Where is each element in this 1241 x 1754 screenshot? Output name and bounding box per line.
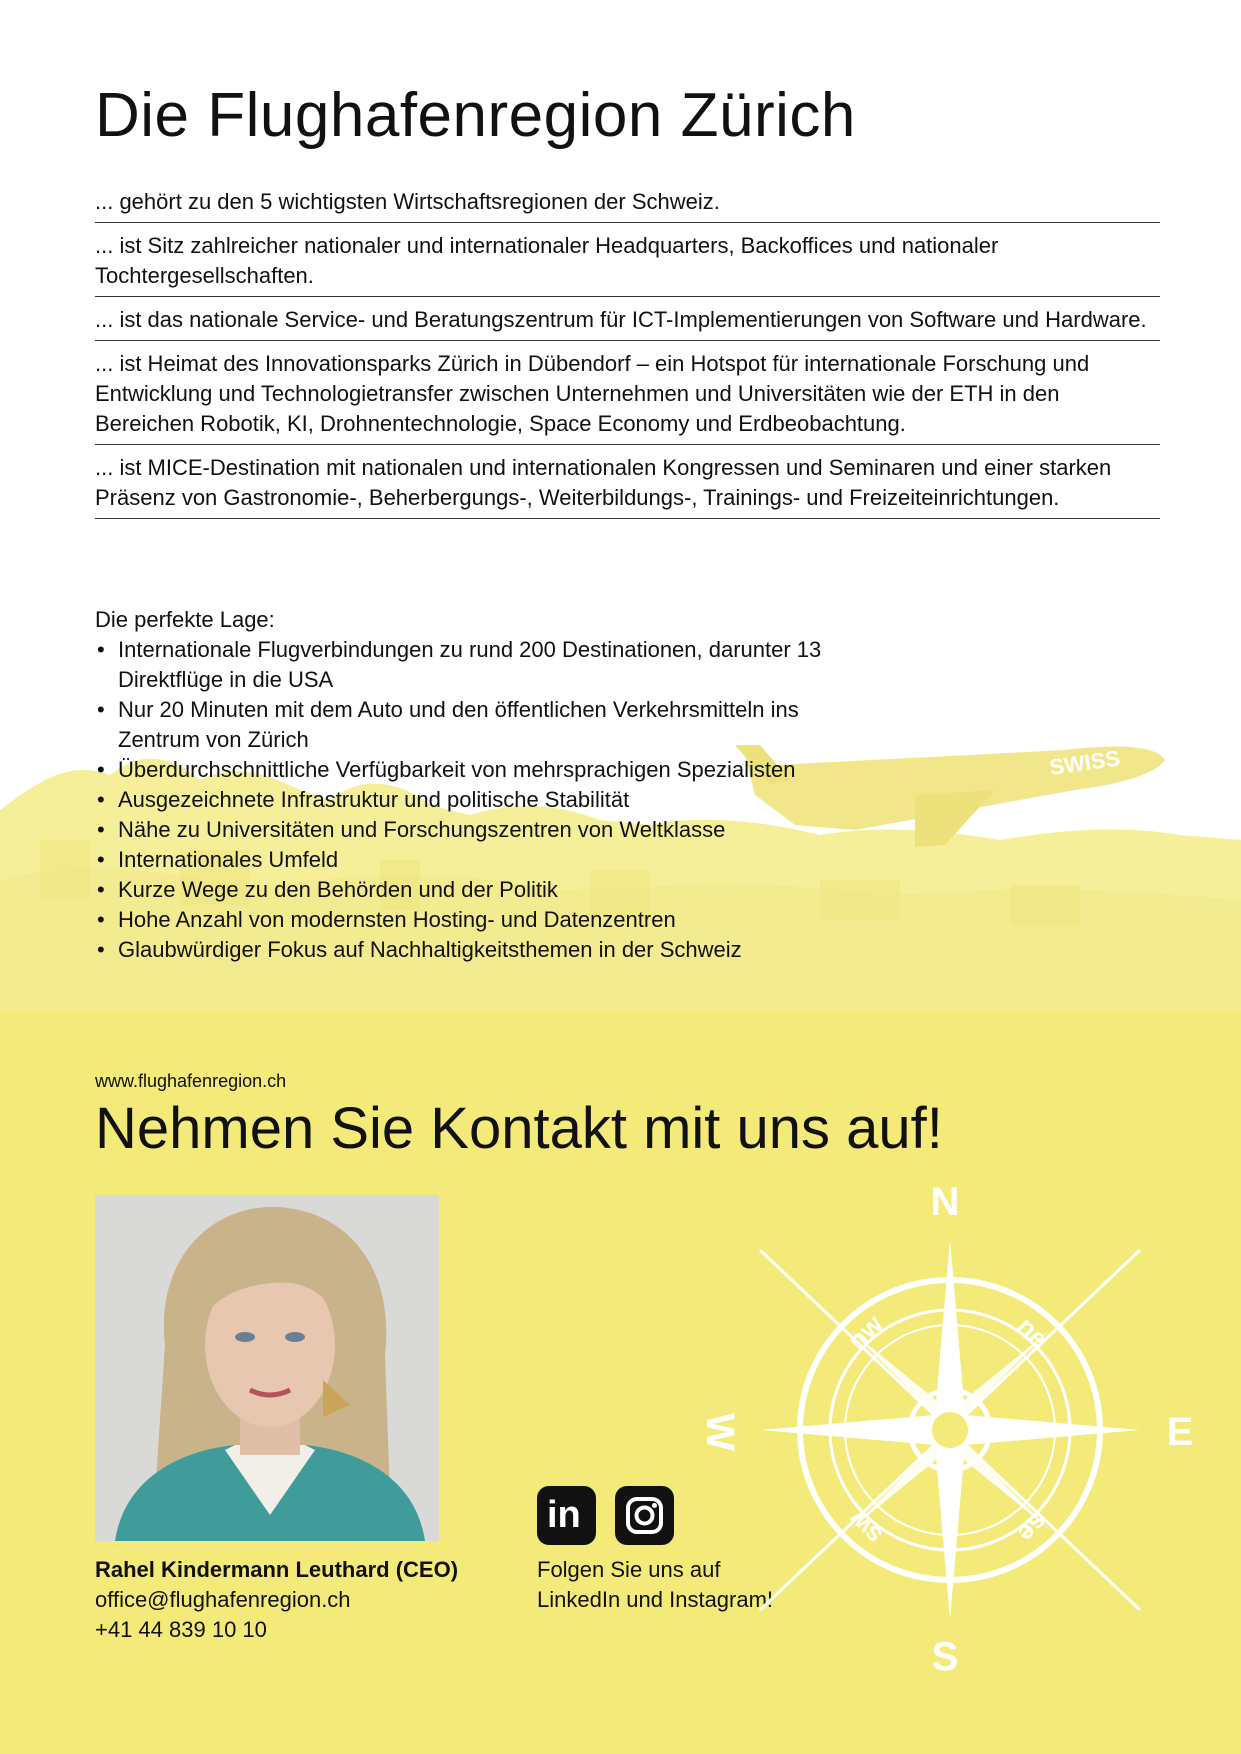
- location-item: • Internationale Flugverbindungen zu rund 200 Destinationen, darunter 13 Direktflüge in die USA: [118, 635, 838, 695]
- location-item: • Nähe zu Universitäten und Forschungszentren von Weltklasse: [118, 815, 1160, 845]
- location-item: • Kurze Wege zu den Behörden und der Politik: [118, 875, 1160, 905]
- page-title: Die Flughafenregion Zürich: [95, 81, 856, 150]
- compass-north: N: [930, 1180, 960, 1224]
- location-item: • Internationales Umfeld: [118, 845, 1160, 875]
- phone-number[interactable]: +41 44 839 10 10: [95, 1617, 267, 1642]
- linkedin-label: in: [547, 1494, 581, 1536]
- instagram-glyph: [615, 1486, 674, 1545]
- facts-list: [95, 185, 1160, 525]
- location-list: [95, 635, 1160, 965]
- website-link[interactable]: www.flughafenregion.ch: [95, 1071, 287, 1091]
- fact-item: ... gehört zu den 5 wichtigsten Wirtschaftsregionen der Schweiz.: [95, 185, 1160, 223]
- location-item: • Glaubwürdiger Fokus auf Nachhaltigkeitsthemen in der Schweiz: [118, 935, 1160, 965]
- fact-item: ... ist MICE-Destination mit nationalen und internationalen Kongressen und Seminaren und einer starken Präsenz von Gastronomie-, Beherbergungs-, Weiterbildungs-, Trainings- und Freizeiteinrichtungen.: [95, 451, 1160, 519]
- ceo-contact: [95, 1555, 458, 1645]
- compass-rose-image: [690, 1180, 1210, 1680]
- ceo-name: Rahel Kindermann Leuthard (CEO): [95, 1557, 459, 1582]
- plane-label: SWISS: [1047, 745, 1122, 781]
- compass-se: se: [1011, 1506, 1054, 1549]
- compass-south: S: [931, 1635, 959, 1679]
- instagram-icon[interactable]: [615, 1486, 674, 1545]
- compass-east: E: [1166, 1410, 1194, 1454]
- location-item: • Nur 20 Minuten mit dem Auto und den öffentlichen Verkehrsmitteln ins Zentrum von Zürich: [118, 695, 838, 755]
- fact-item: ... ist das nationale Service- und Beratungszentrum für ICT-Implementierungen von Software und Hardware.: [95, 303, 1160, 341]
- compass-nw: nw: [841, 1308, 889, 1356]
- email-link[interactable]: office@flughafenregion.ch: [95, 1587, 351, 1612]
- compass-west: W: [698, 1413, 742, 1451]
- location-item: • Überdurchschnittliche Verfügbarkeit von mehrsprachigen Spezialisten: [118, 755, 1160, 785]
- linkedin-icon[interactable]: [537, 1486, 596, 1545]
- contact-title: Nehmen Sie Kontakt mit uns auf!: [95, 1096, 943, 1161]
- ceo-portrait-image: [95, 1195, 439, 1541]
- location-title: Die perfekte Lage:: [95, 607, 275, 632]
- fact-item: ... ist Heimat des Innovationsparks Zürich in Dübendorf – ein Hotspot für internationale Forschung und Entwicklung und Technologietransfer zwischen Unternehmen und Universitäten wie der ETH in den Bereichen Robotik, KI, Drohnentechnologie, Space Economy und Erdbeobachtung.: [95, 347, 1160, 445]
- compass-sw: sw: [842, 1504, 889, 1551]
- location-section: [95, 605, 1160, 965]
- fact-item: ... ist Sitz zahlreicher nationaler und internationaler Headquarters, Backoffices und nationaler Tochtergesellschaften.: [95, 229, 1160, 297]
- follow-line-1: Folgen Sie uns auf: [537, 1557, 721, 1582]
- location-item: • Ausgezeichnete Infrastruktur und politische Stabilität: [118, 785, 1160, 815]
- compass-ne: ne: [1011, 1310, 1055, 1354]
- location-item: • Hohe Anzahl von modernsten Hosting- und Datenzentren: [118, 905, 1160, 935]
- follow-line-2: LinkedIn und Instagram!: [537, 1587, 774, 1612]
